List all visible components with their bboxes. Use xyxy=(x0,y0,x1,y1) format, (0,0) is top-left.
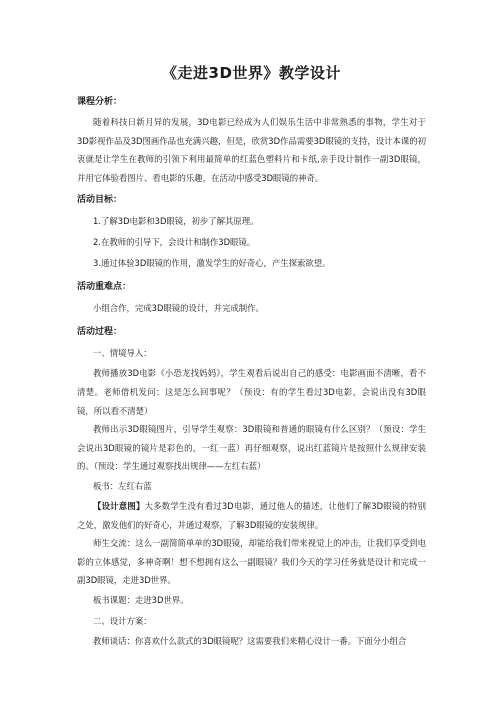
design-intent-label: 【设计意图】 xyxy=(93,500,145,511)
design-intent-text: 大多数学生没有看过3D电影，通过他人的描述，让他们了解3D眼镜的特别之处，激发他们的好奇心，并通过观察，了解3D眼镜的安装规律。 xyxy=(77,500,426,530)
board-note: 板书：左红右蓝 xyxy=(93,480,152,491)
step1-heading: 一、情境导入： xyxy=(93,348,152,359)
step1-paragraph: 教师出示3D眼镜图片，引导学生观察：3D眼镜和普通的眼镜有什么区别？（预设：学生会说出3D眼镜的镜片是彩色的，一红一蓝）再仔细观察，说出红蓝镜片是按照什么规律安装的。（预设：学生通过观察找出规律——左红右蓝） xyxy=(77,424,426,472)
goals-heading: 活动目标： xyxy=(77,195,123,206)
step1-paragraph: 教师播放3D电影《小恐龙找妈妈》，学生观看后说出自己的感受：电影画面不清晰，看不清楚。老师借机发问：这是怎么回事呢？（预设：有的学生看过3D电影，会说出没有3D眼镜，所以看不清楚） xyxy=(77,368,426,416)
document-title: 《走进3D世界》教学设计 xyxy=(162,64,341,82)
step2-paragraph: 教师谈话：你喜欢什么款式的3D眼镜呢？这需要我们来精心设计一番。下面分小组合 xyxy=(93,635,407,646)
analysis-heading: 课程分析： xyxy=(77,97,123,107)
board-title-note: 板书课题：走进3D世界。 xyxy=(93,594,189,605)
design-intent-paragraph xyxy=(77,497,426,534)
key-points-heading: 活动重难点： xyxy=(77,282,132,293)
step2-heading: 二、设计方案： xyxy=(93,615,152,626)
analysis-paragraph: 随着科技日新月异的发展，3D电影已经成为人们娱乐生活中非常熟悉的事物，学生对于3D影视作品及3D图画作品也充满兴趣，但是，欣赏3D作品需要3D眼镜的支持，设计本课的初衷就是让学生在教师的引领下利用最简单的红蓝色塑料片和卡纸,亲手设计制作一副3D眼镜，并用它体验看图片、看电影的乐趣，在活动中感受3D眼镜的神奇。 xyxy=(77,117,426,183)
goal-item: 3.通过体验3D眼镜的作用，激发学生的好奇心，产生探索欲望。 xyxy=(93,258,331,269)
step1-paragraph: 师生交流：这么一副简简单单的3D眼镜，却能给我们带来视觉上的冲击，让我们享受到电影的立体感觉，多神奇啊！想不想拥有这么一副眼镜？我们今天的学习任务就是设计和完成一副3D眼镜，走进3D世界。 xyxy=(77,538,426,586)
key-points-text: 小组合作，完成3D眼镜的设计，并完成制作。 xyxy=(93,303,264,314)
goal-item: 1.了解3D电影和3D眼镜，初步了解其原理。 xyxy=(93,216,259,227)
goal-item: 2.在教师的引导下，会设计和制作3D眼镜。 xyxy=(93,237,256,248)
process-heading: 活动过程： xyxy=(77,327,123,338)
